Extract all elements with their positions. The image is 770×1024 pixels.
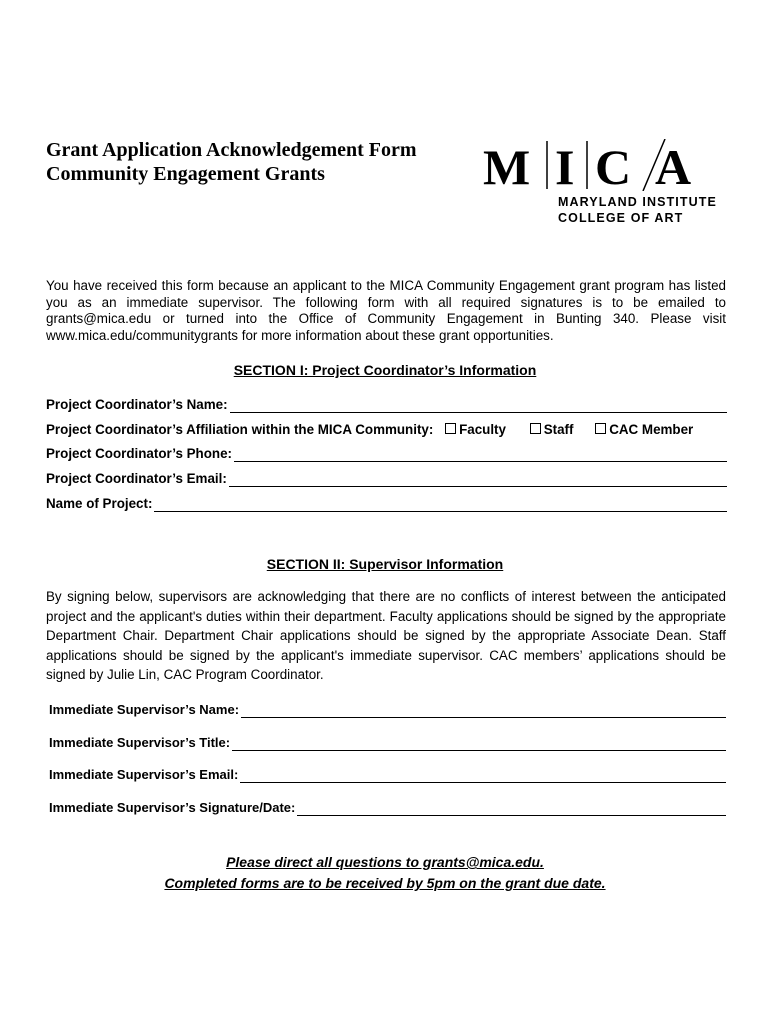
staff-checkbox[interactable]: [530, 423, 541, 434]
supervisor-email-label: Immediate Supervisor’s Email:: [49, 767, 239, 782]
mica-logo: [483, 139, 743, 191]
logo-subtitle: [558, 194, 717, 226]
section2-heading: SECTION II: Supervisor Information: [266, 556, 504, 572]
faculty-label: Faculty: [459, 422, 506, 437]
coordinator-name-label: Project Coordinator’s Name:: [46, 397, 228, 412]
section1-heading: SECTION I: Project Coordinator’s Information: [233, 362, 537, 378]
coordinator-affiliation-label: Project Coordinator’s Affiliation within the MICA Community:: [46, 422, 434, 437]
logo-letter-c: C: [595, 139, 632, 191]
supervisor-email-line[interactable]: [240, 770, 726, 783]
coordinator-phone-label: Project Coordinator’s Phone:: [46, 446, 232, 461]
supervisor-signature-line[interactable]: [297, 803, 726, 816]
project-name-field[interactable]: [46, 496, 727, 512]
coordinator-name-field[interactable]: [46, 397, 727, 413]
coordinator-email-line[interactable]: [229, 474, 727, 487]
staff-label: Staff: [543, 422, 574, 437]
logo-letter-m: M: [483, 139, 531, 191]
form-title: [46, 138, 417, 186]
intro-paragraph: You have received this form because an applicant to the MICA Community Engagement grant program has listed you as an immediate supervisor. The following form with all required signatures is to be emailed to grants@mica.edu or turned into the Office of Community Engagement in Bunting 340. Please visit www.mica.edu/communitygrants for more information about these grant opportunities.: [46, 278, 726, 343]
faculty-checkbox[interactable]: [445, 423, 456, 434]
supervisor-title-field[interactable]: [49, 735, 726, 751]
cac-label: CAC Member: [609, 422, 694, 437]
coordinator-phone-line[interactable]: [234, 449, 727, 462]
form-title-line1: Grant Application Acknowledgement Form: [46, 139, 417, 161]
footer-line2: Completed forms are to be received by 5pm on the grant due date.: [164, 875, 606, 891]
form-title-line2: Community Engagement Grants: [46, 163, 325, 185]
supervisor-signature-field[interactable]: [49, 800, 726, 816]
affiliation-option-staff[interactable]: [530, 422, 574, 438]
project-name-label: Name of Project:: [46, 496, 153, 511]
logo-letter-i: I: [555, 139, 575, 191]
supervisor-name-field[interactable]: [49, 702, 726, 718]
coordinator-email-field[interactable]: [46, 471, 727, 487]
coordinator-affiliation-row: [46, 422, 727, 438]
logo-subtitle-line2: COLLEGE OF ART: [558, 211, 684, 225]
supervisor-name-label: Immediate Supervisor’s Name:: [49, 702, 240, 717]
footer-line1: Please direct all questions to grants@mica.edu.: [226, 854, 544, 870]
supervisor-title-line[interactable]: [232, 738, 726, 751]
footer-note: [0, 852, 770, 894]
coordinator-email-label: Project Coordinator’s Email:: [46, 471, 227, 486]
logo-subtitle-line1: MARYLAND INSTITUTE: [558, 195, 717, 209]
affiliation-option-cac[interactable]: [595, 422, 693, 438]
supervisor-email-field[interactable]: [49, 767, 726, 783]
coordinator-name-line[interactable]: [230, 400, 727, 413]
affiliation-option-faculty[interactable]: [445, 422, 506, 438]
supervisor-title-label: Immediate Supervisor’s Title:: [49, 735, 231, 750]
project-name-line[interactable]: [154, 499, 727, 512]
supervisor-paragraph: By signing below, supervisors are acknowledging that there are no conflicts of interest between the anticipated project and the applicant's duties within their department. Faculty applications should be signed by the appropriate Department Chair. Department Chair applications should be signed by the appropriate Associate Dean. Staff applications should be signed by the applicant's immediate supervisor. CAC members’ applications should be signed by Julie Lin, CAC Program Coordinator.: [46, 589, 726, 682]
cac-checkbox[interactable]: [595, 423, 606, 434]
supervisor-name-line[interactable]: [241, 705, 726, 718]
logo-letter-a: A: [655, 139, 692, 191]
coordinator-phone-field[interactable]: [46, 446, 727, 462]
supervisor-signature-label: Immediate Supervisor’s Signature/Date:: [49, 800, 296, 815]
